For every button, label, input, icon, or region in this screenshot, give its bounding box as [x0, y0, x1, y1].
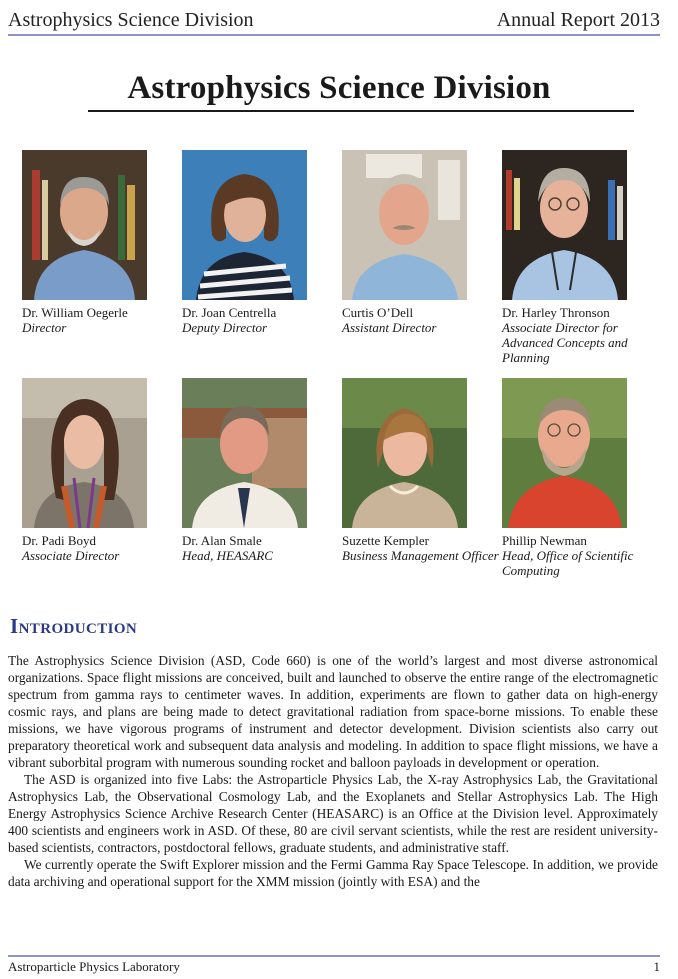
staff-card: [342, 150, 502, 378]
staff-card: [182, 150, 342, 378]
staff-role: Head, HEASARC: [182, 548, 273, 563]
staff-role: Associate Director for Advanced Concepts and Planning: [502, 320, 628, 365]
staff-role: Business Management Officer: [342, 548, 499, 563]
staff-card: [342, 378, 502, 606]
staff-card: [22, 150, 182, 378]
paragraph: The Astrophysics Science Division (ASD, Code 660) is one of the world’s largest and most diverse astronomical organizations. Space flight missions are conceived, built and launched to observe the entire range of the electromagnetic spectrum from gamma rays to centimeter waves. In addition, experiments are flown to gather data on high-energy cosmic rays, and plans are being made to detect gravitational radiation from space-borne missions. To enable these missions, we have vigorous programs of instrument and detector development. Division scientists also carry out preparatory theoretical work and subsequent data analysis and modeling. In addition to space flight missions, we have a vibrant suborbital program with numerous sounding rocket and balloon payloads in development or operation.: [8, 653, 658, 770]
staff-name: Curtis O’Dell: [342, 305, 414, 320]
paragraph: We currently operate the Swift Explorer mission and the Fermi Gamma Ray Space Telescope. In addition, we provide data archiving and operational support for the XMM mission (jointly with ESA) and the: [8, 857, 658, 889]
staff-name: Phillip Newman: [502, 533, 587, 548]
staff-card: [182, 378, 342, 606]
staff-row: [22, 150, 662, 378]
staff-name: Dr. Joan Centrella: [182, 305, 277, 320]
portrait-photo: [182, 378, 307, 528]
portrait-photo: [22, 378, 147, 528]
staff-grid: [22, 150, 662, 606]
staff-role: Deputy Director: [182, 320, 268, 335]
staff-name: Dr. Harley Thronson: [502, 305, 610, 320]
portrait-photo: [342, 378, 467, 528]
staff-role: Director: [22, 320, 67, 335]
header-left: Astrophysics Science Division: [8, 9, 254, 31]
portrait-photo: [502, 150, 627, 300]
staff-name: Dr. Padi Boyd: [22, 533, 97, 548]
staff-name: Dr. William Oegerle: [22, 305, 128, 320]
section-heading: Introduction: [10, 614, 138, 638]
staff-name: Dr. Alan Smale: [182, 533, 262, 548]
staff-card: [502, 150, 662, 378]
portrait-photo: [182, 150, 307, 300]
staff-role: Head, Office of Scientific Computing: [502, 548, 634, 578]
paragraph: The ASD is organized into five Labs: the Astroparticle Physics Lab, the X-ray Astrophysics Lab, the Gravitational Astrophysics Lab, the Observational Cosmology Lab, and the Exoplanets and Stellar Astrophysics Lab. The High Energy Astrophysics Science Archive Research Center (HEASARC) is an Office at the Division level. Approximately 400 scientists and engineers work in ASD. Of these, 80 are civil servant scientists, while the rest are resident university-based scientists, contractors, postdoctoral fellows, graduate students, and administrative staff.: [8, 772, 658, 855]
introduction-body: [8, 652, 658, 890]
staff-row: [22, 378, 662, 606]
page-number: 1: [653, 959, 660, 974]
staff-role: Associate Director: [22, 548, 120, 563]
staff-card: [22, 378, 182, 606]
portrait-photo: [342, 150, 467, 300]
staff-card: [502, 378, 662, 606]
footer-rule: [8, 955, 660, 957]
running-footer: [8, 959, 660, 975]
staff-name: Suzette Kempler: [342, 533, 429, 548]
page-title: Astrophysics Science Division: [127, 70, 551, 106]
title-rule: [88, 110, 634, 112]
staff-role: Assistant Director: [342, 320, 437, 335]
header-rule: [8, 34, 660, 36]
running-header: [8, 4, 660, 32]
header-right: Annual Report 2013: [496, 9, 660, 31]
portrait-photo: [502, 378, 627, 528]
footer-label: Astroparticle Physics Laboratory: [8, 959, 180, 974]
portrait-photo: [22, 150, 147, 300]
